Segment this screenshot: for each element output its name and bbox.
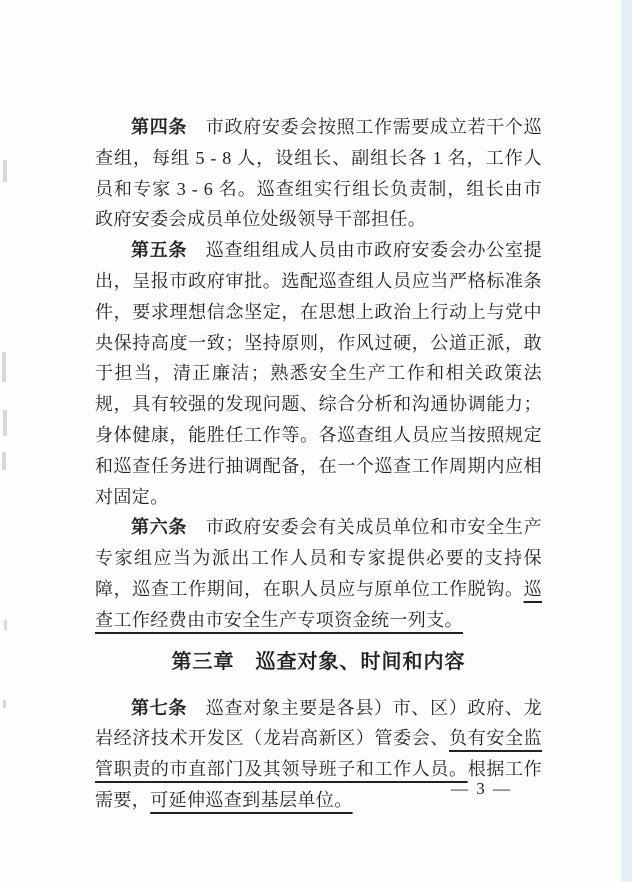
body-text: 根据工作需要， — [95, 759, 542, 810]
underlined-text: 巡查工作经费由市安全生产专项资金统一列支。 — [95, 578, 542, 630]
article-number: 第五条 — [131, 240, 188, 261]
body-text: 市政府安委会有关成员单位和市安全生产专家组应当为派出工作人员和专家提供必要的支持保障，巡查工作期间，在职人员应与原单位工作脱钩。 — [95, 517, 542, 599]
body-text: 市政府安委会按照工作需要成立若干个巡查组，每组 5 - 8 人，设组长、副组长各 1 名，工作人员和专家 3 - 6 名。巡查组实行组长负责制，组长由市政府安委会成员单位处级领导干部担任。 — [95, 117, 542, 230]
article-number: 第四条 — [131, 117, 188, 137]
scan-speck — [2, 452, 6, 470]
document-body — [95, 112, 542, 816]
article-number: 第六条 — [131, 517, 188, 538]
scan-speck — [3, 700, 6, 708]
scan-edge-strip — [621, 0, 632, 882]
article-number: 第七条 — [131, 697, 188, 718]
scan-speck — [2, 352, 6, 382]
body-text: 巡查组组成人员由市政府安委会办公室提出，呈报市政府审批。选配巡查组人员应当严格标准条件，要求理想信念坚定，在思想上政治上行动上与党中央保持高度一致；坚持原则，作风过硬，公道正派，敢于担当，清正廉洁；熟悉安全生产工作和相关政策法规，具有较强的发现问题、综合分析和沟通协调能力；身体健康，能胜任工作等。各巡查组人员应当按照规定和巡查任务进行抽调配备，在一个巡查工作周期内应相对固定。 — [95, 240, 542, 507]
underlined-text: 可延伸巡查到基层单位。 — [150, 789, 353, 810]
chapter-3-heading: 第三章 巡查对象、时间和内容 — [171, 650, 466, 673]
underlined-text: 负有安全监管职责的市直部门及其领导班子和工作人员。 — [95, 728, 542, 780]
article-6 — [95, 512, 542, 635]
scan-speck — [4, 620, 7, 630]
scan-speck — [3, 410, 7, 436]
body-text: 巡查对象主要是各县）市、区）政府、龙岩经济技术开发区（龙岩高新区）管委会、 — [95, 697, 542, 749]
page-number: — 3 — — [451, 779, 512, 798]
article-4 — [95, 112, 542, 235]
article-5 — [95, 235, 542, 512]
scan-speck — [3, 160, 7, 182]
